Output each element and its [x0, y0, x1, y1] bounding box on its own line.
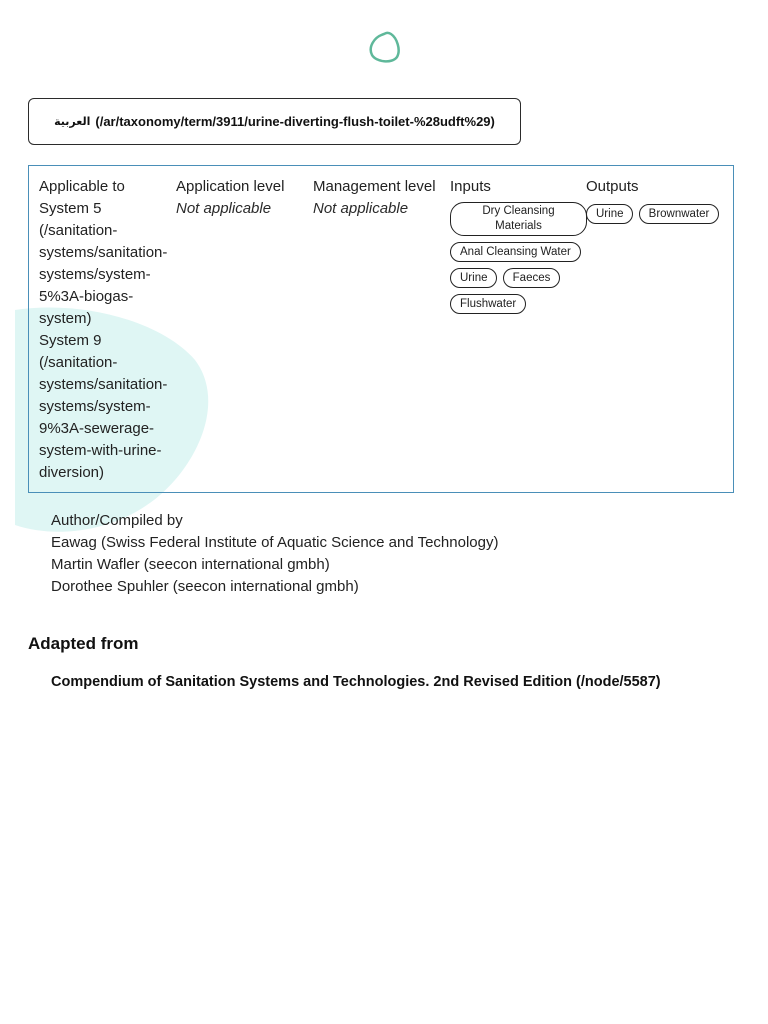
input-tag-flushwater[interactable]: Flushwater — [450, 294, 526, 314]
outputs-column — [586, 176, 726, 228]
input-tag-urine[interactable]: Urine — [450, 268, 497, 288]
technology-info-table — [28, 165, 734, 493]
application-level-header: Application level — [176, 178, 285, 195]
logo-icon[interactable] — [366, 31, 402, 65]
system-5-link[interactable]: System 5 (/sanitation-systems/sanitation-systems/system-5%3A-biogas-system) — [39, 200, 168, 327]
adapted-from-heading: Adapted from — [28, 634, 139, 653]
applicable-to-column — [39, 176, 179, 484]
management-level-value: Not applicable — [313, 200, 409, 217]
management-level-header: Management level — [313, 178, 436, 195]
input-tag-dry-cleansing-materials[interactable]: Dry Cleansing Materials — [450, 202, 587, 236]
language-link[interactable] — [28, 98, 521, 145]
application-level-value: Not applicable — [176, 200, 272, 217]
compendium-link[interactable]: Compendium of Sanitation Systems and Technologies. 2nd Revised Edition (/node/5587) — [51, 674, 661, 690]
input-tag-anal-cleansing-water[interactable]: Anal Cleansing Water — [450, 242, 581, 262]
application-level-column — [176, 176, 311, 220]
management-level-column — [313, 176, 448, 220]
input-tag-faeces[interactable]: Faeces — [503, 268, 561, 288]
language-link-path: (/ar/taxonomy/term/3911/urine-diverting-flush-toilet-%28udft%29) — [95, 114, 495, 129]
author-section — [51, 510, 498, 598]
inputs-header: Inputs — [450, 178, 491, 195]
output-tag-brownwater[interactable]: Brownwater — [639, 204, 720, 224]
outputs-header: Outputs — [586, 178, 639, 195]
author-label: Author/Compiled by — [51, 512, 183, 529]
applicable-to-header: Applicable to — [39, 178, 125, 195]
author-name: Eawag (Swiss Federal Institute of Aquatic Science and Technology) — [51, 534, 499, 551]
system-9-link[interactable]: System 9 (/sanitation-systems/sanitation-systems/system-9%3A-sewerage-system-with-urine-diversion) — [39, 332, 168, 481]
inputs-column — [450, 176, 590, 318]
author-name: Dorothee Spuhler (seecon international gmbh) — [51, 578, 359, 595]
arabic-label: العربية — [54, 116, 91, 128]
author-name: Martin Wafler (seecon international gmbh) — [51, 556, 330, 573]
output-tag-urine[interactable]: Urine — [586, 204, 633, 224]
